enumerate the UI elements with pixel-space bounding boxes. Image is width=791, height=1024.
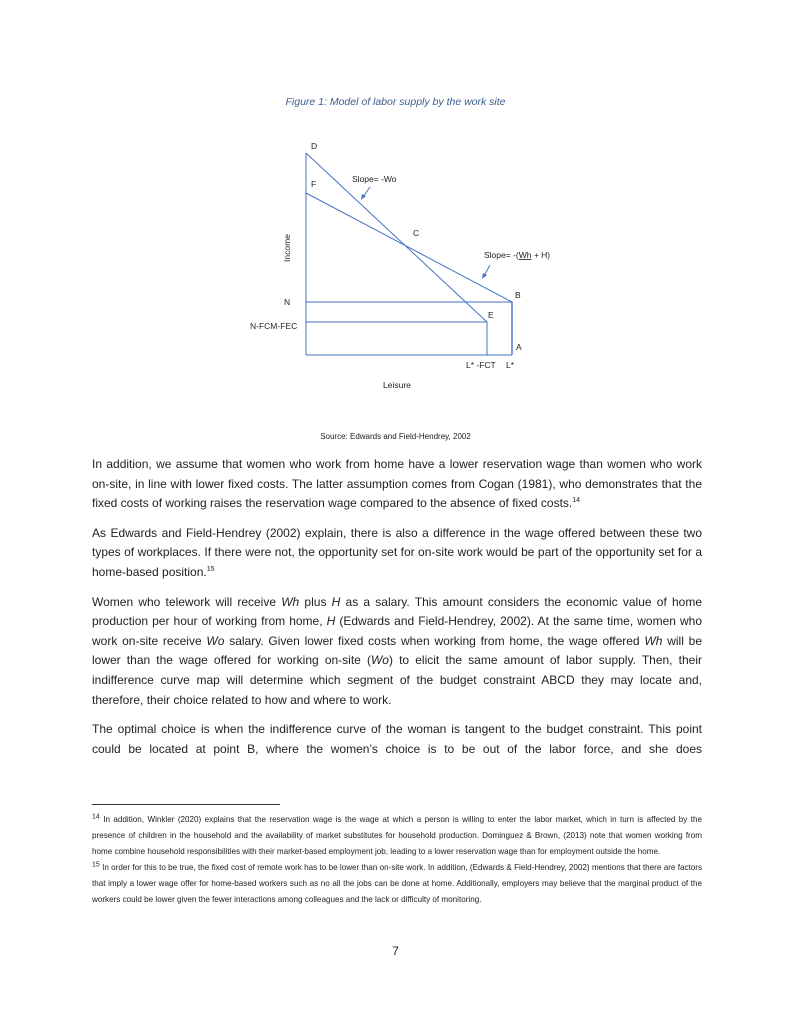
- footnote-15: [92, 860, 702, 908]
- paragraph-2-text: As Edwards and Field-Hendrey (2002) explain, there is also a difference in the wage offered between these two types of workplaces. If there were not, the opportunity set for on-site work would be part of the opportunity set for a home-based position.: [92, 525, 702, 579]
- page-number: 7: [392, 944, 399, 958]
- footnote-ref-14: 14: [572, 497, 581, 505]
- slope-wh-prefix: Slope= -(: [484, 250, 519, 260]
- p3-f: will be lower than the wage offered for working on-site (: [92, 633, 702, 668]
- label-slope-wh: [484, 250, 550, 260]
- paragraph-1-text: In addition, we assume that women who work from home have a lower reservation wage than women who work on-site, in line with lower fixed costs. The latter assumption comes from Cogan (1981), who demonstrates that the fixed costs of working raises the reservation wage compared to the absence of fixed costs.: [92, 457, 702, 511]
- slope-wh-arrowhead: [482, 273, 487, 279]
- paragraph-1: [92, 455, 702, 514]
- footnote-14-number: 14: [92, 813, 100, 821]
- footnote-14: [92, 812, 702, 860]
- label-l-fct: L* -FCT: [466, 360, 496, 370]
- slope-wh-suffix: + H): [531, 250, 551, 260]
- label-e: E: [488, 310, 494, 320]
- footnote-ref-15: 15: [206, 565, 215, 573]
- paragraph-3: [92, 593, 702, 711]
- p3-g: ) to elicit the same amount of labor supply. Then, their indifference curve map will determine which segment of the budget constraint ABCD they may locate and, therefore, their choice related to how and where to work.: [92, 653, 702, 707]
- label-b: B: [515, 290, 521, 300]
- slope-wh-underlined: Wh: [518, 250, 532, 260]
- onsite-budget-line: [306, 153, 487, 322]
- label-slope-wo: Slope= -Wo: [352, 174, 397, 184]
- slope-wo-arrowhead: [361, 194, 366, 200]
- figure-source: Source: Edwards and Field-Hendrey, 2002: [320, 432, 471, 441]
- footnote-15-text: In order for this to be true, the fixed cost of remote work has to be lower than on-site work. In addition, (Edwards & Field-Hendrey, 2002) mentions that there are factors that imply a lower wage offer for home-based workers such as no all the jobs can be done at home. Additionally, employers may believe that the marginal product of the workers could be lower given the fewer interactions among colleagues and the lack or difficulty of monitoring.: [92, 862, 702, 904]
- footnote-14-text: In addition, Winkler (2020) explains that the reservation wage is the wage at which a person is willing to enter the labor market, which in turn is affected by the presence of children in the household and the availability of market substitutes for household production. Dominguez & Brown, (2013) note that women working from home combine household responsibilities with their market-based employment job, leading to a lower reservation wage than for employment outside the home.: [92, 815, 702, 856]
- p3-wo2: Wo: [370, 653, 389, 668]
- p3-c: as a salary. This amount considers the economic value of home production per hour of working from home,: [92, 594, 703, 629]
- label-d: D: [311, 141, 318, 151]
- footnotes: [92, 812, 702, 907]
- home-budget-line: [306, 193, 512, 302]
- p3-d: (Edwards and Field-Hendrey, 2002). At the same time, women who work on-site receive: [92, 614, 702, 648]
- footnote-15-number: 15: [92, 861, 100, 869]
- p3-wh1: Wh: [281, 594, 300, 609]
- p3-b: plus: [299, 594, 332, 609]
- label-a: A: [516, 342, 522, 352]
- x-axis-label: Leisure: [383, 380, 411, 390]
- label-n: N: [284, 297, 291, 307]
- label-f: F: [311, 179, 317, 189]
- label-l-star: L*: [506, 360, 515, 370]
- p3-wo1: Wo: [206, 633, 225, 648]
- p3-wh2: Wh: [644, 633, 663, 648]
- p3-a: Women who telework will receive: [92, 594, 282, 609]
- labor-supply-figure: [0, 0, 791, 420]
- paragraph-2: [92, 524, 702, 583]
- label-n-fcm-fec: N-FCM-FEC: [250, 321, 298, 331]
- p3-e: salary. Given lower fixed costs when working from home, the wage offered: [224, 633, 645, 648]
- label-c: C: [413, 228, 420, 238]
- paragraph-4: The optimal choice is when the indifference curve of the woman is tangent to the budget constraint. This point could be located at point B, where the women’s choice is to be out of the labor force, and she does: [92, 722, 702, 756]
- footnote-divider: [92, 804, 280, 805]
- figure-caption: Figure 1: Model of labor supply by the work site: [285, 96, 506, 108]
- y-axis-label: Income: [282, 234, 292, 262]
- p3-h1: H: [331, 594, 341, 609]
- p3-h2: H: [326, 614, 336, 629]
- body-text: [92, 455, 702, 769]
